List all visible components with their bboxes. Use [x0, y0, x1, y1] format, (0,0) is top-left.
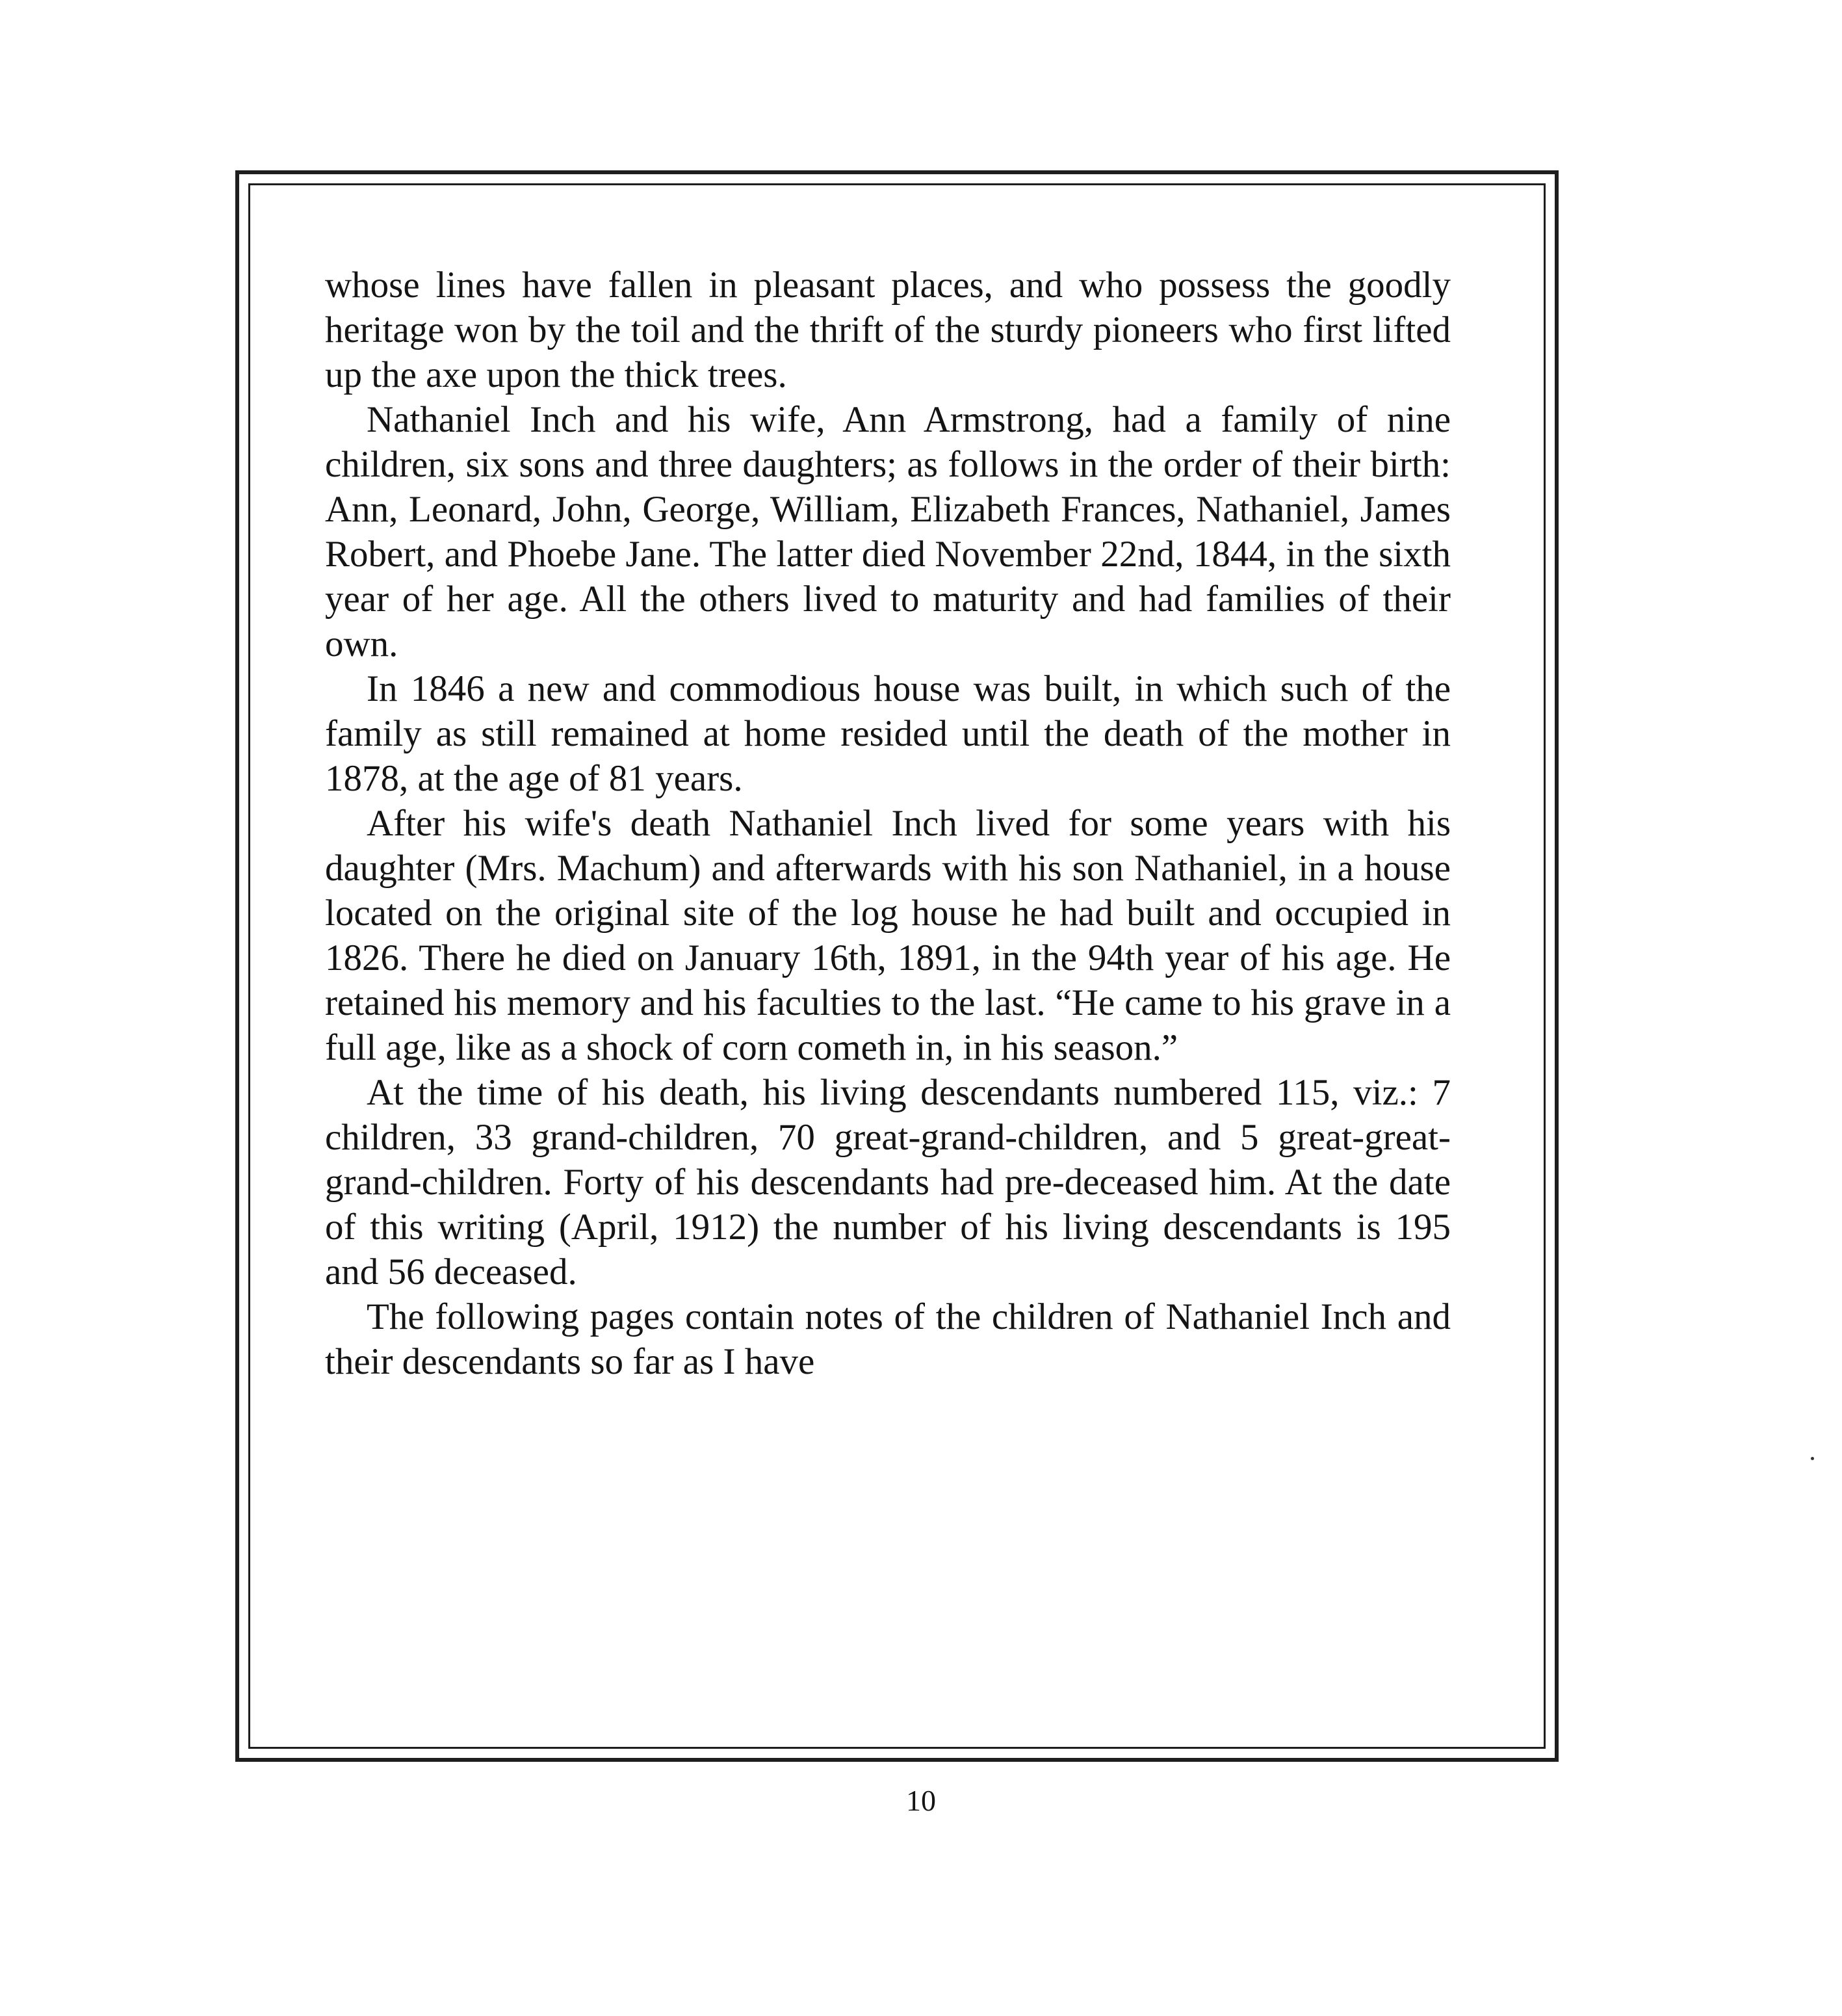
paragraph-later-years: After his wife's death Nathaniel Inch lived for some years with his daughter (Mrs. Machum) and afterwards with his son Nathaniel, in a house located on the original site of the log house he had built and occupied in 1826. There he died on January 16th, 1891, in the 94th year of his age. He retained his memory and his faculties to the last. “He came to his grave in a full age, like as a shock of corn cometh in, in his season.” — [325, 803, 1451, 1068]
paragraph-following-pages: The following pages contain notes of the children of Nathaniel Inch and their descendants so far as I have — [325, 1296, 1451, 1382]
paragraph-family-children: Nathaniel Inch and his wife, Ann Armstrong, had a family of nine children, six sons and three daughters; as follows in the order of their birth: Ann, Leonard, John, George, William, Elizabeth Frances, Nathaniel, James Robert, and Phoebe Jane. The latter died November 22nd, 1844, in the sixth year of her age. All the others lived to maturity and had families of their own. — [325, 399, 1451, 664]
paragraph-new-house: In 1846 a new and commodious house was built, in which such of the family as still remained at home resided until the death of the mother in 1878, at the age of 81 years. — [325, 668, 1451, 799]
stray-ink-dot — [1811, 1457, 1814, 1460]
paragraph-descendants: At the time of his death, his living descendants numbered 115, viz.: 7 children, 33 grand-children, 70 great-grand-children, and 5 great-great-grand-children. Forty of his descendants had pre-deceased him. At the date of this writing (April, 1912) the number of his living descendants is 195 and 56 deceased. — [325, 1072, 1451, 1292]
paragraph-continuation: whose lines have fallen in pleasant places, and who possess the goodly heritage won by the toil and the thrift of the sturdy pioneers who first lifted up the axe upon the thick trees. — [325, 265, 1451, 395]
body-text — [325, 263, 1451, 1719]
page-number: 10 — [906, 1784, 936, 1817]
